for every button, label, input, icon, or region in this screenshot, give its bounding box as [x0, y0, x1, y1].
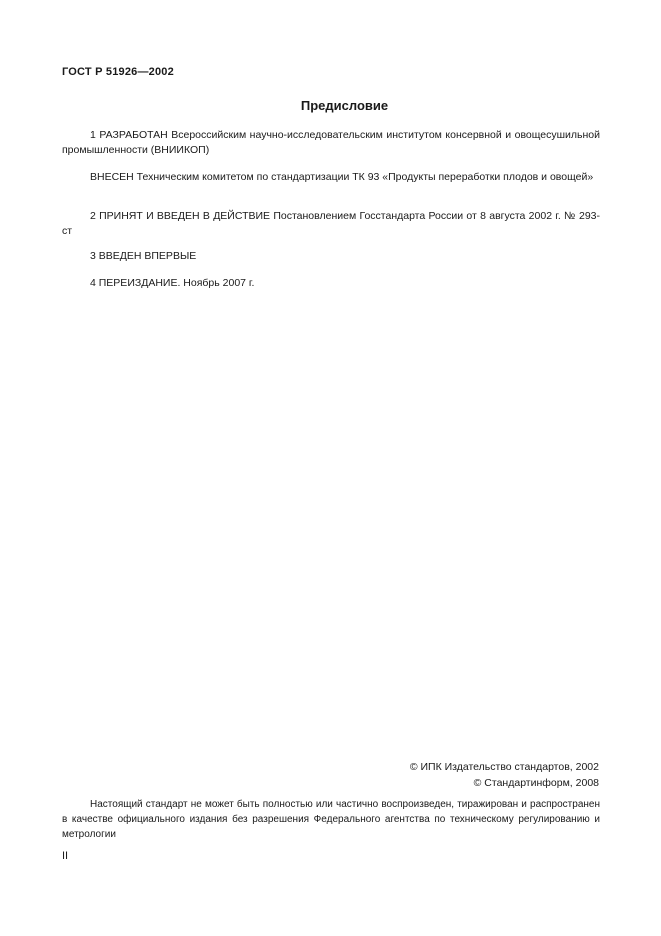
copyright-line: © Стандартинформ, 2008	[473, 777, 599, 789]
copyright-block	[410, 759, 599, 791]
paragraph-text: ВНЕСЕН Техническим комитетом по стандартизации ТК 93 «Продукты переработки плодов и овощей»	[90, 171, 594, 183]
page-number: II	[62, 850, 69, 862]
reproduction-notice	[62, 797, 600, 842]
paragraph-first-introduced	[62, 249, 600, 264]
paragraph-introduced-by	[62, 170, 600, 185]
paragraph-adopted	[62, 209, 600, 239]
standard-code-header: ГОСТ Р 51926—2002	[62, 66, 174, 78]
page-title: Предисловие	[300, 98, 389, 113]
paragraph-text: 1 РАЗРАБОТАН Всероссийским научно-исследовательским институтом консервной и овощесушильной промышленности (ВНИИКОП)	[62, 129, 600, 156]
paragraph-developed-by	[62, 128, 600, 158]
paragraph-reissue	[62, 276, 600, 291]
paragraph-text: 2 ПРИНЯТ И ВВЕДЕН В ДЕЙСТВИЕ Постановлением Госстандарта России от 8 августа 2002 г. № 293-ст	[62, 210, 600, 237]
copyright-line: © ИПК Издательство стандартов, 2002	[409, 761, 599, 773]
paragraph-text: 3 ВВЕДЕН ВПЕРВЫЕ	[90, 250, 197, 262]
paragraph-text: 4 ПЕРЕИЗДАНИЕ. Ноябрь 2007 г.	[90, 277, 255, 289]
notice-text: Настоящий стандарт не может быть полностью или частично воспроизведен, тиражирован и распространен в качестве официального издания без разрешения Федерального агентства по техническому регулированию и метрологии	[62, 799, 600, 840]
